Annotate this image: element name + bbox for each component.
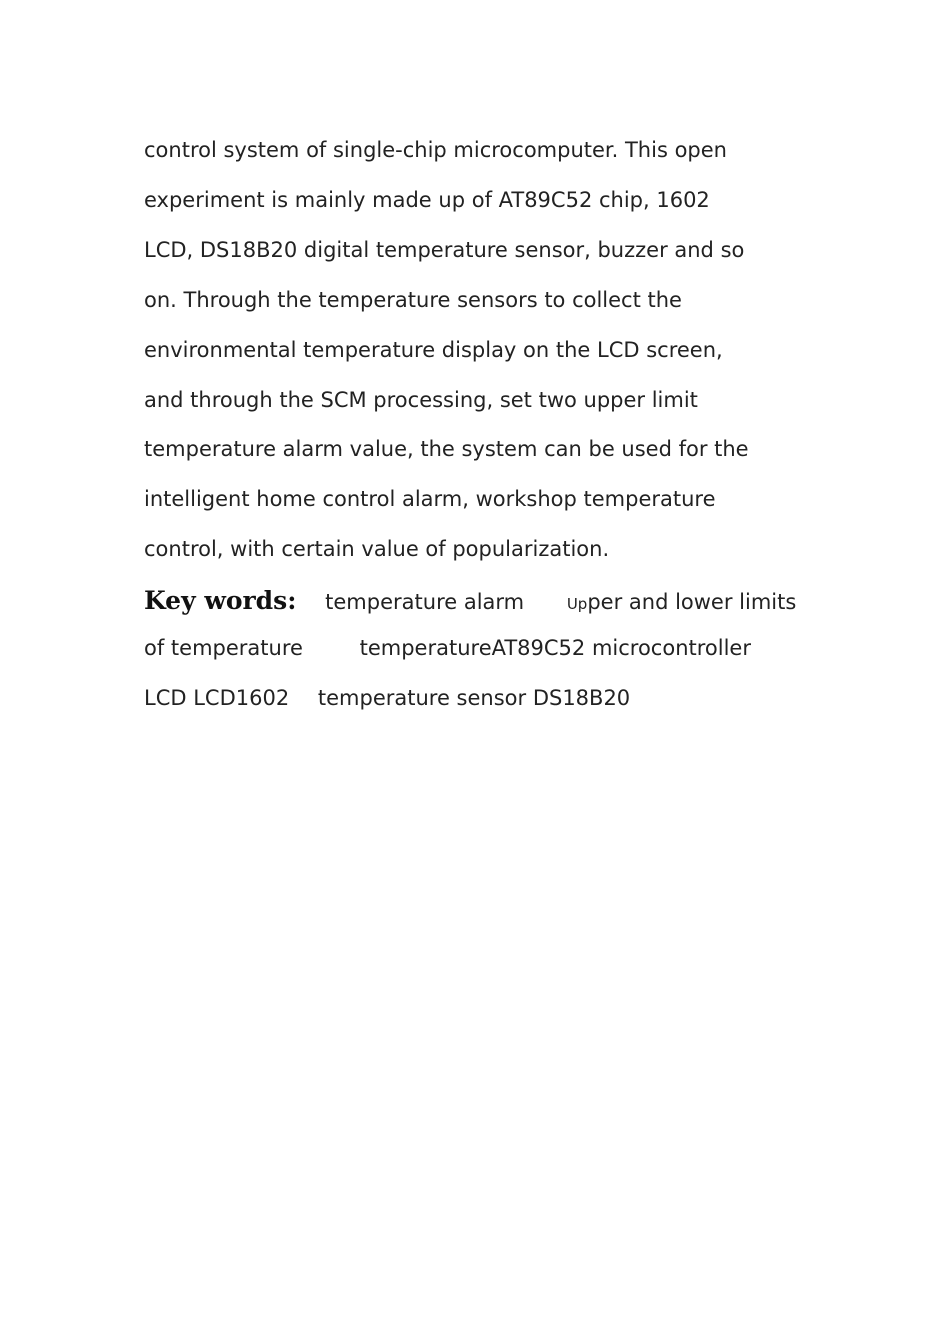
keyword-of-temperature: of temperature [144, 636, 303, 660]
keywords-label: Key words: [144, 586, 297, 615]
abstract-line-3: LCD, DS18B20 digital temperature sensor, buzzer and so [144, 238, 745, 262]
abstract-line-2: experiment is mainly made up of AT89C52 chip, 1602 [144, 188, 710, 212]
abstract-line-5: environmental temperature display on the LCD screen, [144, 338, 723, 362]
keyword-upper-lower-limits: per and lower limits [587, 590, 797, 614]
keywords-line-1 [144, 588, 796, 613]
keyword-lcd1602: LCD LCD1602 [144, 686, 290, 710]
keyword-upper-small-prefix: Up [566, 595, 588, 613]
keywords-line-3 [144, 688, 630, 709]
abstract-line-7: temperature alarm value, the system can be used for the [144, 437, 749, 461]
keyword-at89c52-microcontroller: temperatureAT89C52 microcontroller [359, 636, 751, 660]
keywords-line-2 [144, 638, 751, 659]
abstract-line-9: control, with certain value of popularization. [144, 537, 610, 561]
abstract-line-1: control system of single-chip microcomputer. This open [144, 138, 727, 162]
keyword-temperature-sensor: temperature sensor DS18B20 [317, 686, 631, 710]
abstract-line-8: intelligent home control alarm, workshop temperature [144, 487, 716, 511]
abstract-line-4: on. Through the temperature sensors to collect the [144, 288, 682, 312]
abstract-line-6: and through the SCM processing, set two upper limit [144, 388, 698, 412]
keyword-temperature-alarm: temperature alarm [325, 590, 525, 614]
